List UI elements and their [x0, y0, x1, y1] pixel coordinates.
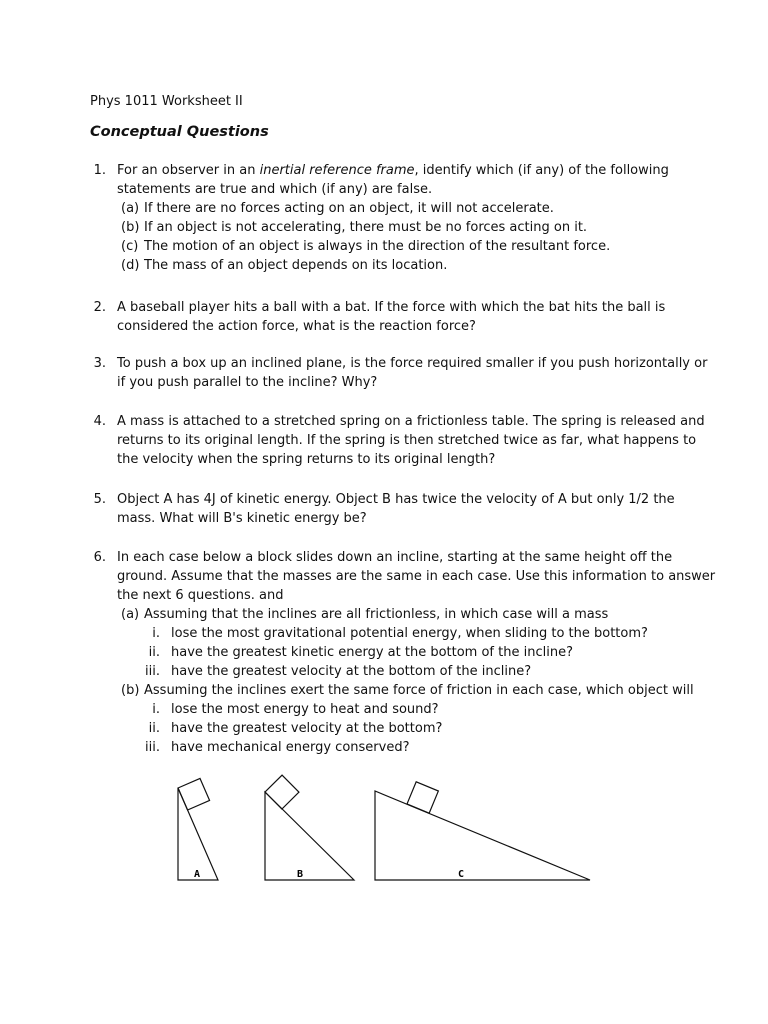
- subpart-label: ii.: [148, 721, 160, 736]
- part-text: Assuming the inclines exert the same force of friction in each case, which object will: [144, 683, 694, 698]
- question-text: In each case below a block slides down an incline, starting at the same height off the: [117, 550, 673, 565]
- option-label: (b): [121, 220, 140, 235]
- subpart-text: have mechanical energy conserved?: [171, 740, 410, 755]
- question-text-part: , identify which (if any) of the following: [414, 163, 669, 178]
- question-text: To push a box up an inclined plane, is the force required smaller if you push horizontally or: [117, 356, 708, 371]
- incline-c-label: C: [457, 869, 465, 880]
- question-text: ground. Assume that the masses are the same in each case. Use this information to answer: [117, 569, 716, 584]
- question-number: 2.: [93, 300, 106, 315]
- question-text: the next 6 questions. and: [117, 588, 284, 603]
- option-text: The mass of an object depends on its location.: [144, 258, 448, 273]
- option-text: If there are no forces acting on an object, it will not accelerate.: [144, 201, 554, 216]
- question-text: Object A has 4J of kinetic energy. Object B has twice the velocity of A but only 1/2 the: [117, 492, 675, 507]
- question-text: A mass is attached to a stretched spring on a frictionless table. The spring is released and: [117, 414, 705, 429]
- option-label: (c): [121, 239, 139, 254]
- question-text: if you push parallel to the incline? Why?: [117, 375, 378, 390]
- question-text: the velocity when the spring returns to its original length?: [117, 452, 496, 467]
- emphasized-term: inertial reference frame: [259, 163, 415, 178]
- question-text: statements are true and which (if any) are false.: [117, 182, 433, 197]
- question-number: 3.: [93, 356, 106, 371]
- subpart-label: iii.: [145, 664, 160, 679]
- subpart-label: ii.: [148, 645, 160, 660]
- block-c: [407, 782, 438, 813]
- subpart-label: i.: [152, 702, 160, 717]
- question-text: A baseball player hits a ball with a bat. If the force with which the bat hits the ball is: [117, 300, 666, 315]
- question-number: 6.: [93, 550, 106, 565]
- question-text-part: For an observer in an: [117, 163, 260, 178]
- question-text: mass. What will B's kinetic energy be?: [117, 511, 367, 526]
- question-number: 5.: [93, 492, 106, 507]
- question-text: considered the action force, what is the reaction force?: [117, 319, 476, 334]
- option-label: (d): [121, 258, 140, 273]
- option-label: (a): [121, 201, 140, 216]
- subpart-label: i.: [152, 626, 160, 641]
- subpart-text: have the greatest velocity at the bottom?: [171, 721, 443, 736]
- incline-a-label: A: [193, 869, 201, 880]
- incline-b-label: B: [296, 869, 304, 880]
- subpart-text: have the greatest kinetic energy at the bottom of the incline?: [171, 645, 573, 660]
- subpart-text: have the greatest velocity at the bottom of the incline?: [171, 664, 532, 679]
- subpart-text: lose the most gravitational potential energy, when sliding to the bottom?: [171, 626, 648, 641]
- subpart-label: iii.: [145, 740, 160, 755]
- question-number: 1.: [93, 163, 106, 178]
- part-label: (a): [121, 607, 140, 622]
- option-text: The motion of an object is always in the direction of the resultant force.: [144, 239, 611, 254]
- question-number: 4.: [93, 414, 106, 429]
- part-label: (b): [121, 683, 140, 698]
- block-a: [178, 778, 210, 810]
- option-text: If an object is not accelerating, there must be no forces acting on it.: [144, 220, 588, 235]
- section-heading: Conceptual Questions: [90, 124, 269, 140]
- part-text: Assuming that the inclines are all frictionless, in which case will a mass: [144, 607, 609, 622]
- block-b: [265, 775, 299, 809]
- subpart-text: lose the most energy to heat and sound?: [171, 702, 439, 717]
- worksheet-title: Phys 1011 Worksheet II: [90, 94, 243, 109]
- question-text: returns to its original length. If the spring is then stretched twice as far, what happens to: [117, 433, 697, 448]
